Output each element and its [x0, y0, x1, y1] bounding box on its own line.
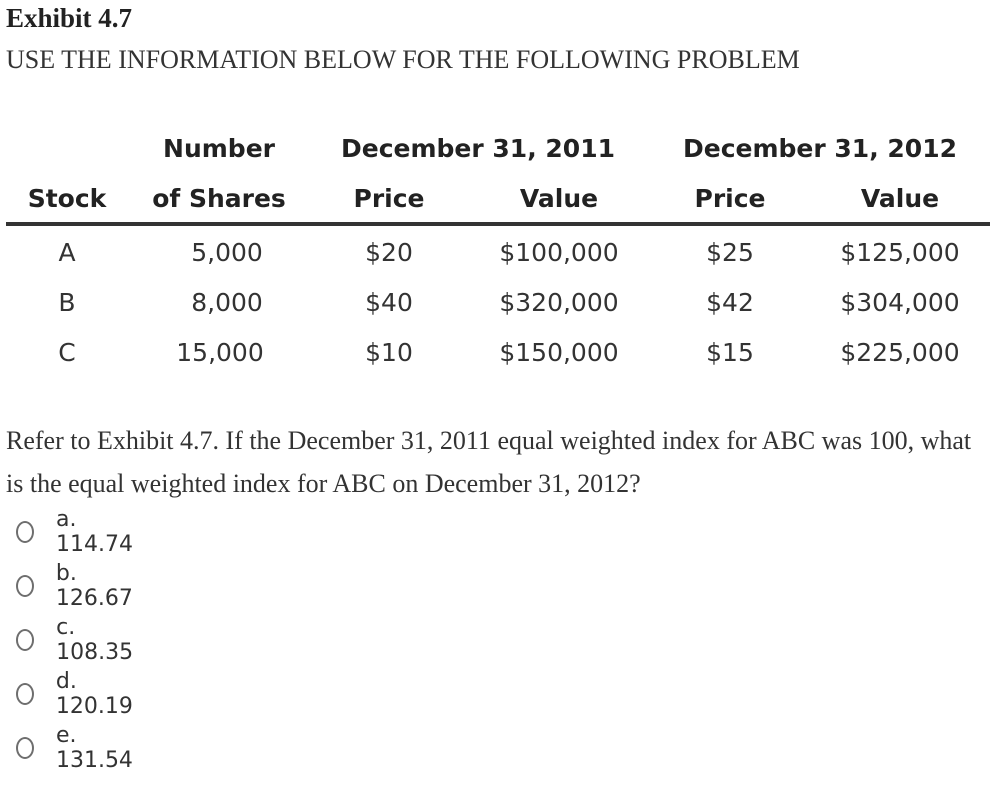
radio-icon[interactable] — [16, 521, 34, 543]
header-value-2012: Value — [860, 184, 940, 213]
row-c-value-2012: $225,000 — [840, 338, 960, 367]
option-e[interactable] — [16, 723, 137, 773]
exhibit-title: Exhibit 4.7 — [6, 3, 133, 33]
option-d-label: d. 120.19 — [55, 669, 133, 719]
row-c-price-2012: $15 — [706, 338, 754, 367]
radio-icon[interactable] — [16, 575, 34, 597]
row-b-shares: 8,000 — [191, 288, 263, 317]
header-stock: Stock — [27, 184, 107, 213]
header-number: Number — [163, 134, 275, 163]
radio-icon[interactable] — [16, 629, 34, 651]
header-shares: of Shares — [152, 184, 286, 213]
header-dec-2011: December 31, 2011 — [341, 134, 615, 163]
header-dec-2012: December 31, 2012 — [683, 134, 957, 163]
question-text: Refer to Exhibit 4.7. If the December 31, 2011 equal weighted index for ABC was 100, what is the equal weighted index for ABC on December 31, 2012? — [6, 426, 972, 498]
row-a-price-2011: $20 — [365, 238, 413, 267]
header-price-2011: Price — [353, 184, 425, 213]
row-a-value-2012: $125,000 — [840, 238, 960, 267]
header-rule — [6, 222, 990, 226]
option-a-label: a. 114.74 — [55, 507, 133, 557]
option-e-label: e. 131.54 — [55, 723, 133, 773]
option-b[interactable] — [16, 561, 137, 611]
row-a-shares: 5,000 — [191, 238, 263, 267]
header-price-2012: Price — [694, 184, 766, 213]
option-b-label: b. 126.67 — [55, 561, 133, 611]
row-b-value-2012: $304,000 — [840, 288, 960, 317]
row-b-value-2011: $320,000 — [499, 288, 619, 317]
option-c[interactable] — [16, 615, 137, 665]
header-value-2011: Value — [519, 184, 599, 213]
option-a[interactable] — [16, 507, 137, 557]
row-a-value-2011: $100,000 — [499, 238, 619, 267]
row-a-price-2012: $25 — [706, 238, 754, 267]
radio-icon[interactable] — [16, 683, 34, 705]
radio-icon[interactable] — [16, 737, 34, 759]
row-c-value-2011: $150,000 — [499, 338, 619, 367]
option-c-label: c. 108.35 — [56, 615, 134, 665]
row-c-stock: C — [58, 338, 76, 367]
row-c-price-2011: $10 — [365, 338, 413, 367]
row-c-shares: 15,000 — [176, 338, 264, 367]
instruction-text: USE THE INFORMATION BELOW FOR THE FOLLOWING PROBLEM — [6, 45, 800, 74]
row-b-price-2012: $42 — [706, 288, 754, 317]
row-a-stock: A — [58, 238, 76, 267]
row-b-price-2011: $40 — [365, 288, 413, 317]
option-d[interactable] — [16, 669, 137, 719]
row-b-stock: B — [58, 288, 76, 317]
